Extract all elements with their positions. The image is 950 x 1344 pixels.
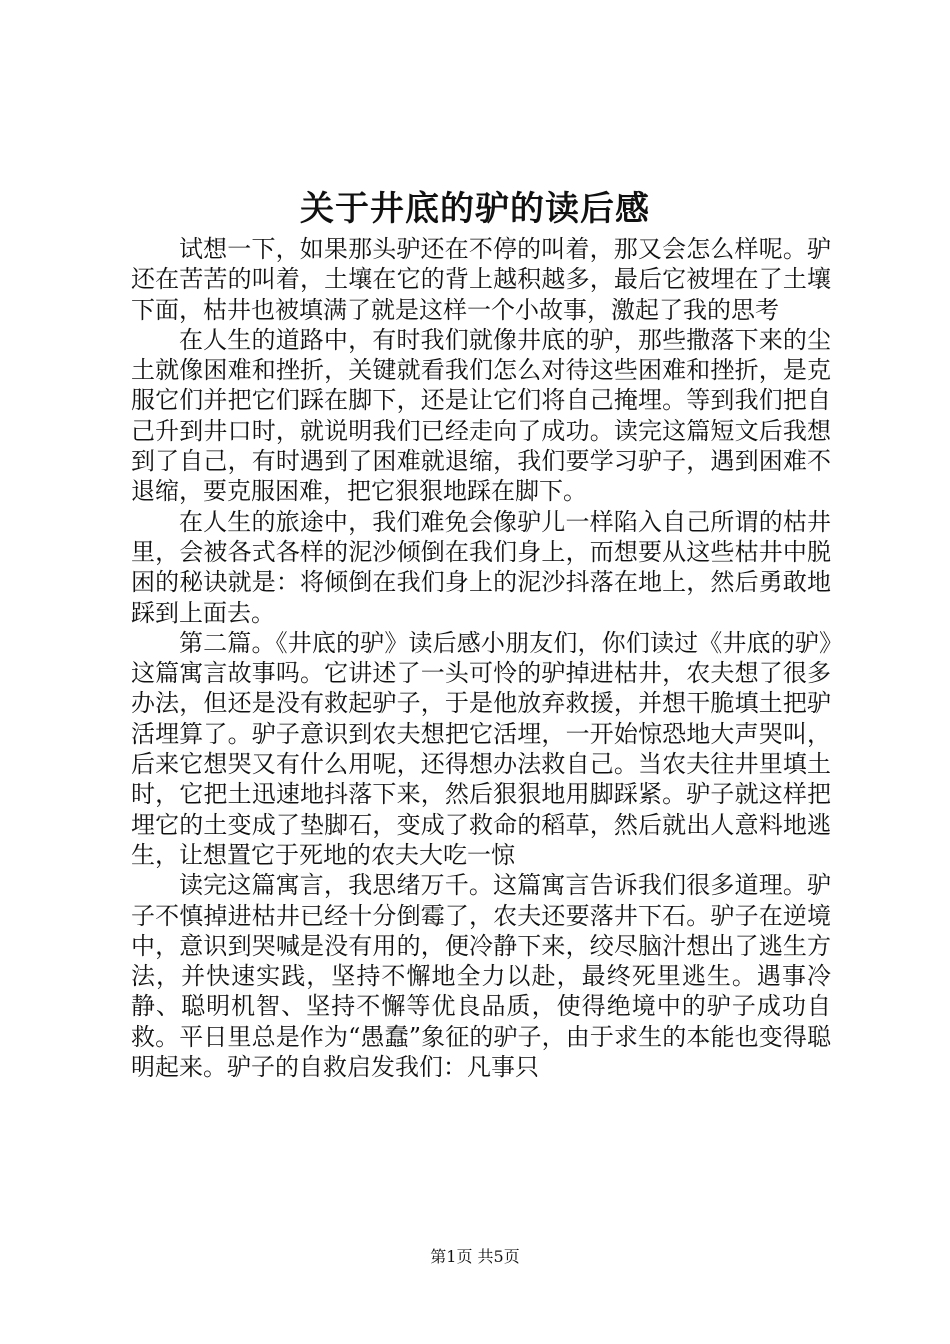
document-title: 关于井底的驴的读后感 bbox=[300, 189, 650, 229]
paragraph: 在人生的旅途中，我们难免会像驴儿一样陷入自己所谓的枯井里，会被各式各样的泥沙倾倒在我们身上，而想要从这些枯井中脱困的秘诀就是：将倾倒在我们身上的泥沙抖落在地上，然后勇敢地踩到上面去。 bbox=[131, 507, 831, 627]
paragraph: 在人生的道路中，有时我们就像井底的驴，那些撒落下来的尘土就像困难和挫折，关键就看我们怎么对待这些困难和挫折，是克服它们并把它们踩在脚下，还是让它们将自己掩埋。等到我们把自己升到井口时，就说明我们已经走向了成功。读完这篇短文后我想到了自己，有时遇到了困难就退缩，我们要学习驴子，遇到困难不退缩，要克服困难，把它狠狠地踩在脚下。 bbox=[131, 325, 831, 506]
paragraph: 读完这篇寓言，我思绪万千。这篇寓言告诉我们很多道理。驴子不慎掉进枯井已经十分倒霉了，农夫还要落井下石。驴子在逆境中，意识到哭喊是没有用的，便冷静下来，绞尽脑汁想出了逃生方法，并快速实践，坚持不懈地全力以赴，最终死里逃生。遇事冷静、聪明机智、坚持不懈等优良品质，使得绝境中的驴子成功自救。平日里总是作为“愚蠢”象征的驴子，由于求生的本能也变得聪明起来。驴子的自救启发我们：凡事只 bbox=[131, 871, 831, 1082]
paragraph: 第二篇。《井底的驴》读后感小朋友们，你们读过《井底的驴》这篇寓言故事吗。它讲述了一头可怜的驴掉进枯井，农夫想了很多办法，但还是没有救起驴子，于是他放弃救援，并想干脆填土把驴活埋算了。驴子意识到农夫想把它活埋，一开始惊恐地大声哭叫，后来它想哭又有什么用呢，还得想办法救自己。当农夫往井里填土时，它把土迅速地抖落下来，然后狠狠地用脚踩紧。驴子就这样把埋它的土变成了垫脚石，变成了救命的稻草，然后就出人意料地逃生，让想置它于死地的农夫大吃一惊 bbox=[131, 628, 831, 869]
paragraph: 试想一下，如果那头驴还在不停的叫着，那又会怎么样呢。驴还在苦苦的叫着，土壤在它的背上越积越多，最后它被埋在了土壤下面，枯井也被填满了就是这样一个小故事，激起了我的思考 bbox=[131, 235, 831, 324]
page-number-footer: 第1页 共5页 bbox=[430, 1247, 520, 1266]
document-body bbox=[131, 234, 831, 1082]
